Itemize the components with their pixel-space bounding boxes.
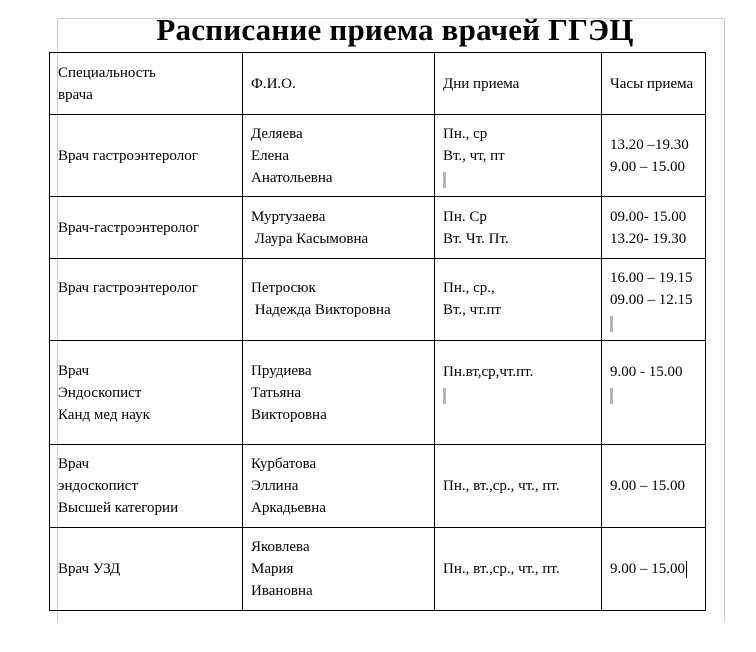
header-specialty: Специальность врача bbox=[50, 53, 243, 115]
days-cell: Пн., ср Вт., чт, пт bbox=[435, 115, 602, 197]
table-row bbox=[50, 341, 706, 445]
hours-cell: 13.20 –19.30 9.00 – 15.00 bbox=[602, 115, 706, 197]
header-hours: Часы приема bbox=[602, 53, 706, 115]
formatting-mark bbox=[610, 316, 613, 332]
doctor-name-cell: Деляева Елена Анатольевна bbox=[243, 115, 435, 197]
specialty-cell: Врач гастроэнтеролог bbox=[50, 259, 243, 341]
table-row bbox=[50, 197, 706, 259]
specialty-cell: Врач гастроэнтеролог bbox=[50, 115, 243, 197]
table-row bbox=[50, 259, 706, 341]
formatting-mark bbox=[443, 388, 446, 404]
specialty-cell: Врач эндоскопист Высшей категории bbox=[50, 445, 243, 528]
table-row bbox=[50, 528, 706, 611]
page-margin-right bbox=[724, 18, 725, 622]
header-days: Дни приема bbox=[435, 53, 602, 115]
text-cursor bbox=[686, 561, 687, 578]
page-title: Расписание приема врачей ГГЭЦ bbox=[156, 12, 634, 47]
header-name: Ф.И.О. bbox=[243, 53, 435, 115]
days-cell: Пн., вт.,ср., чт., пт. bbox=[435, 445, 602, 528]
hours-cell: 9.00 – 15.00 bbox=[602, 528, 706, 611]
hours-cell: 16.00 – 19.15 09.00 – 12.15 bbox=[602, 259, 706, 341]
header-row bbox=[50, 53, 706, 115]
hours-cell: 9.00 - 15.00 bbox=[602, 341, 706, 445]
doctor-name-cell: Петросюк Надежда Викторовна bbox=[243, 259, 435, 341]
days-cell: Пн. Ср Вт. Чт. Пт. bbox=[435, 197, 602, 259]
table-row bbox=[50, 115, 706, 197]
doctor-name-cell: Муртузаева Лаура Касымовна bbox=[243, 197, 435, 259]
days-cell: Пн.вт,ср,чт.пт. bbox=[435, 341, 602, 445]
doctor-name-cell: Прудиева Татьяна Викторовна bbox=[243, 341, 435, 445]
formatting-mark bbox=[443, 172, 446, 188]
schedule-table bbox=[49, 52, 706, 611]
hours-cell: 9.00 – 15.00 bbox=[602, 445, 706, 528]
specialty-cell: Врач УЗД bbox=[50, 528, 243, 611]
specialty-cell: Врач-гастроэнтеролог bbox=[50, 197, 243, 259]
doctor-name-cell: Яковлева Мария Ивановна bbox=[243, 528, 435, 611]
days-cell: Пн., вт.,ср., чт., пт. bbox=[435, 528, 602, 611]
specialty-cell: Врач Эндоскопист Канд мед наук bbox=[50, 341, 243, 445]
days-cell: Пн., ср., Вт., чт.пт bbox=[435, 259, 602, 341]
formatting-mark bbox=[610, 388, 613, 404]
table-row bbox=[50, 445, 706, 528]
hours-cell: 09.00- 15.00 13.20- 19.30 bbox=[602, 197, 706, 259]
doctor-name-cell: Курбатова Эллина Аркадьевна bbox=[243, 445, 435, 528]
